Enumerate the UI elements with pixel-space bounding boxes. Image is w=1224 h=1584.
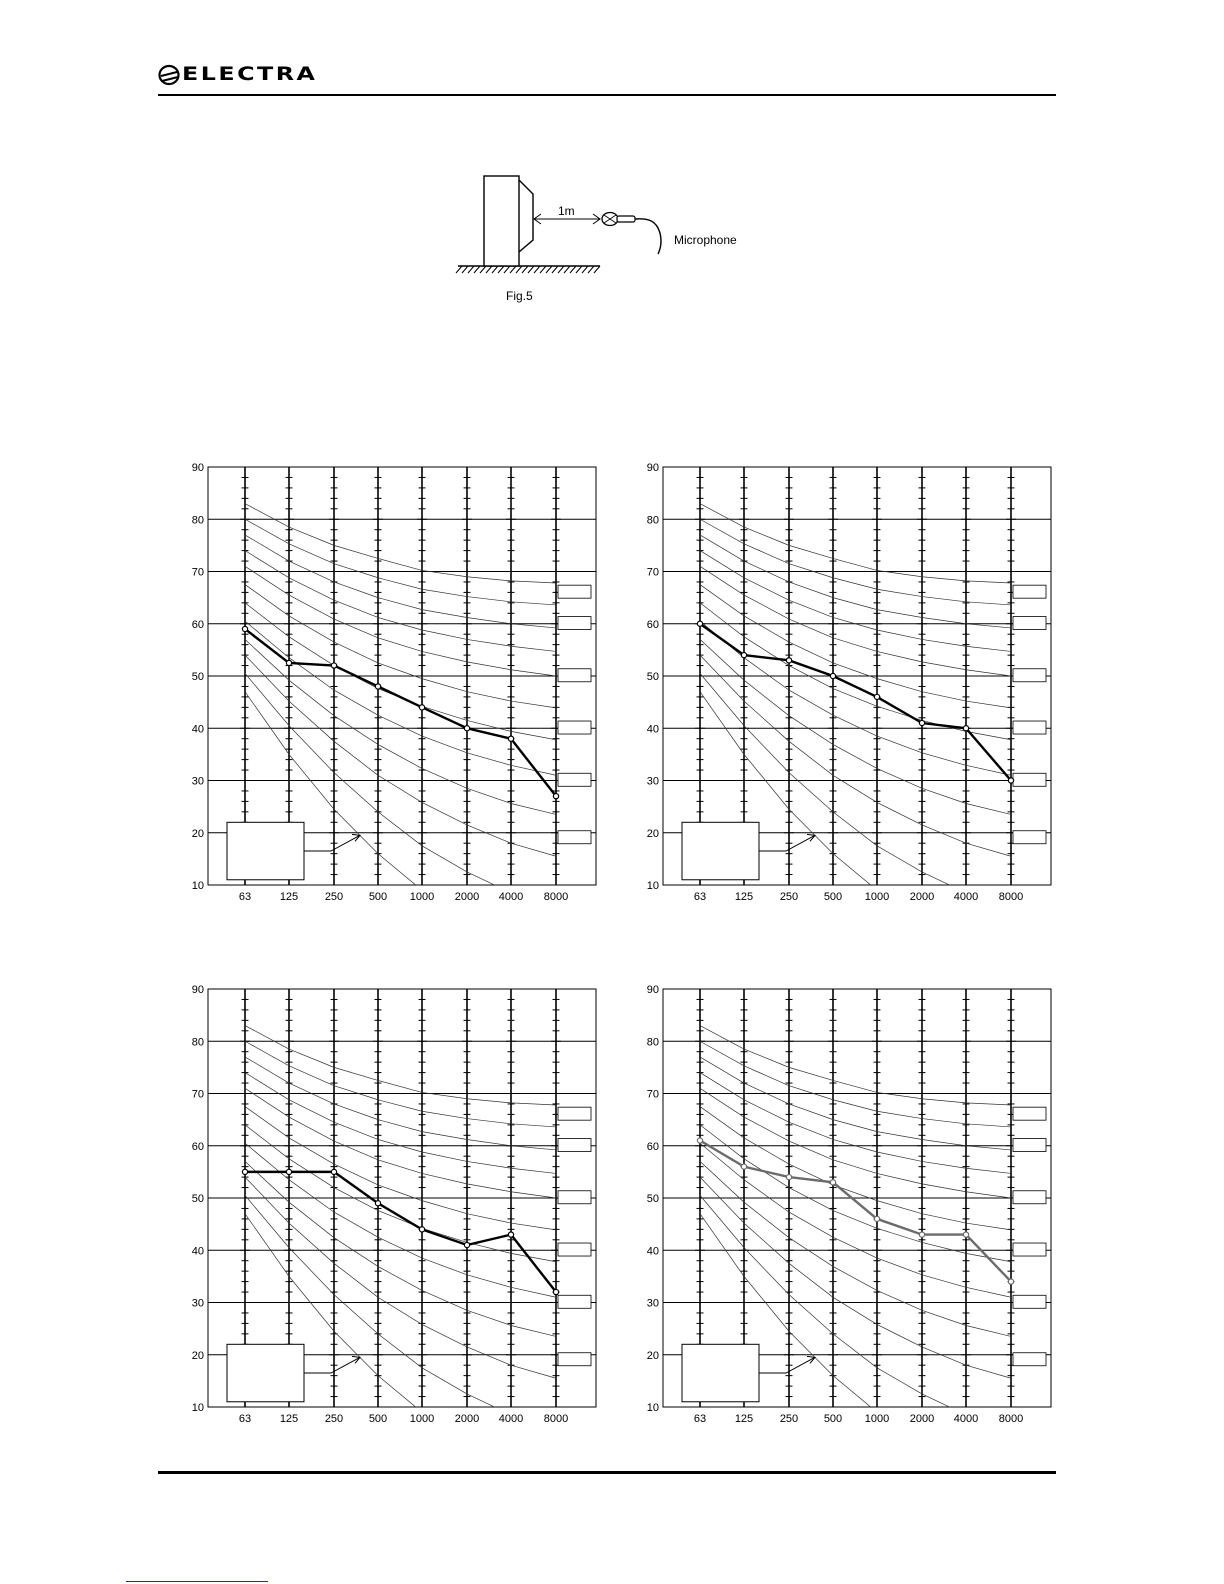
x-tick-label: 8000	[543, 1413, 569, 1425]
nc-label-box	[1013, 1191, 1046, 1204]
nc-label-box	[558, 669, 591, 682]
x-tick-label: 1000	[864, 891, 890, 903]
data-point	[553, 794, 558, 799]
x-tick-label: 250	[324, 1413, 344, 1425]
x-tick-label: 250	[779, 891, 799, 903]
x-tick-label: 250	[779, 1413, 799, 1425]
data-point	[830, 1180, 835, 1185]
data-point	[697, 1138, 702, 1143]
nc-label-box	[558, 1107, 591, 1120]
brand-name: ELECTRA	[182, 63, 318, 85]
y-tick-label: 30	[191, 1297, 204, 1310]
nc-label-box	[1013, 585, 1046, 598]
y-tick-label: 60	[646, 618, 659, 631]
data-point	[286, 1169, 291, 1174]
y-tick-label: 10	[646, 1402, 659, 1414]
y-tick-label: 30	[646, 775, 659, 788]
figure-caption: Fig.5	[506, 289, 533, 303]
x-tick-label: 4000	[953, 1413, 979, 1425]
x-tick-label: 1000	[409, 1413, 435, 1425]
y-tick-label: 50	[191, 671, 204, 683]
header-rule	[158, 94, 1056, 96]
y-tick-label: 90	[191, 462, 204, 474]
floor	[456, 266, 600, 273]
y-tick-label: 70	[646, 566, 659, 579]
x-tick-label: 125	[734, 1413, 754, 1425]
data-point	[375, 684, 380, 689]
nc-curve	[245, 1073, 556, 1174]
data-point	[419, 705, 424, 710]
nc-label-box	[558, 1191, 591, 1204]
data-point	[874, 1216, 879, 1221]
sound-spectrum-chart-3	[178, 980, 598, 1428]
x-tick-label: 63	[238, 1413, 252, 1425]
y-tick-label: 50	[646, 671, 659, 683]
x-tick-label: 2000	[454, 891, 480, 903]
legend-box	[682, 822, 759, 879]
nc-label-box	[1013, 669, 1046, 682]
y-tick-label: 70	[191, 566, 204, 579]
y-tick-label: 40	[646, 723, 659, 736]
x-tick-label: 500	[823, 891, 843, 903]
data-point	[242, 1169, 247, 1174]
y-tick-label: 60	[191, 1140, 204, 1153]
nc-label-box	[1013, 1243, 1046, 1256]
nc-label-box	[558, 585, 591, 598]
y-tick-label: 90	[191, 984, 204, 996]
distance-label: 1m	[558, 204, 575, 218]
logo-mark-icon	[158, 62, 182, 88]
y-tick-label: 40	[646, 1245, 659, 1258]
x-tick-label: 8000	[998, 891, 1024, 903]
measurement-setup-figure	[440, 160, 770, 310]
nc-label-box	[558, 1243, 591, 1256]
data-point	[508, 1232, 513, 1237]
data-point	[375, 1201, 380, 1206]
y-tick-label: 90	[646, 984, 659, 996]
nc-label-box	[558, 617, 591, 630]
x-tick-label: 8000	[998, 1413, 1024, 1425]
y-tick-label: 50	[646, 1193, 659, 1205]
nc-label-box	[1013, 773, 1046, 786]
nc-curve	[700, 1073, 1011, 1174]
nc-curve	[700, 1057, 1011, 1150]
data-point	[919, 720, 924, 725]
data-point	[786, 658, 791, 663]
x-tick-label: 500	[823, 1413, 843, 1425]
x-tick-label: 500	[368, 1413, 388, 1425]
sound-spectrum-chart-4	[633, 980, 1053, 1428]
y-tick-label: 80	[191, 1036, 204, 1049]
data-point	[508, 736, 513, 741]
nc-label-box	[1013, 1107, 1046, 1120]
x-tick-label: 2000	[454, 1413, 480, 1425]
y-tick-label: 60	[191, 618, 204, 631]
nc-label-box	[1013, 1139, 1046, 1152]
x-tick-label: 125	[734, 891, 754, 903]
nc-label-box	[1013, 721, 1046, 734]
nc-curve	[245, 551, 556, 652]
nc-curve	[700, 551, 1011, 652]
y-tick-label: 90	[646, 462, 659, 474]
x-tick-label: 250	[324, 891, 344, 903]
y-tick-label: 20	[191, 1349, 204, 1362]
x-tick-label: 4000	[498, 891, 524, 903]
nc-label-box	[558, 1139, 591, 1152]
x-tick-label: 125	[279, 1413, 299, 1425]
nc-label-box	[1013, 1353, 1046, 1366]
x-tick-label: 4000	[953, 891, 979, 903]
legend-box	[227, 822, 304, 879]
y-tick-label: 70	[191, 1088, 204, 1101]
y-tick-label: 20	[646, 1349, 659, 1362]
page-header	[158, 60, 1056, 98]
x-tick-label: 500	[368, 891, 388, 903]
data-point	[464, 726, 469, 731]
legend-box	[682, 1344, 759, 1401]
y-tick-label: 20	[646, 827, 659, 840]
y-tick-label: 70	[646, 1088, 659, 1101]
data-point	[464, 1242, 469, 1247]
x-tick-label: 1000	[409, 891, 435, 903]
data-point	[1008, 778, 1013, 783]
x-tick-label: 63	[693, 1413, 707, 1425]
data-point	[786, 1175, 791, 1180]
y-tick-label: 80	[191, 514, 204, 527]
y-tick-label: 10	[191, 1402, 204, 1414]
x-tick-label: 125	[279, 891, 299, 903]
data-point	[331, 663, 336, 668]
data-series-line	[245, 629, 556, 796]
y-tick-label: 10	[646, 880, 659, 892]
y-tick-label: 50	[191, 1193, 204, 1205]
nc-label-box	[1013, 617, 1046, 630]
footer-link-underline	[126, 1581, 268, 1582]
data-point	[741, 653, 746, 658]
microphone-label: Microphone	[674, 233, 737, 247]
x-tick-label: 2000	[909, 1413, 935, 1425]
nc-label-box	[558, 721, 591, 734]
y-tick-label: 20	[191, 827, 204, 840]
data-point	[553, 1289, 558, 1294]
nc-label-box	[558, 831, 591, 844]
y-tick-label: 40	[191, 723, 204, 736]
y-tick-label: 80	[646, 514, 659, 527]
data-point	[286, 660, 291, 665]
nc-curve	[245, 1057, 556, 1150]
microphone-icon	[602, 213, 661, 255]
nc-label-box	[1013, 1295, 1046, 1308]
sound-spectrum-chart-1	[178, 458, 598, 906]
nc-curve	[245, 535, 556, 628]
nc-curve	[700, 535, 1011, 628]
electra-logo	[158, 62, 318, 88]
x-tick-label: 1000	[864, 1413, 890, 1425]
x-tick-label: 2000	[909, 891, 935, 903]
legend-box	[227, 1344, 304, 1401]
x-tick-label: 63	[238, 891, 252, 903]
y-tick-label: 10	[191, 880, 204, 892]
indoor-unit-front-panel	[519, 180, 533, 252]
data-point	[919, 1232, 924, 1237]
data-point	[1008, 1279, 1013, 1284]
x-tick-label: 8000	[543, 891, 569, 903]
nc-label-box	[558, 773, 591, 786]
nc-label-box	[1013, 831, 1046, 844]
data-point	[963, 1232, 968, 1237]
data-point	[331, 1169, 336, 1174]
data-point	[697, 621, 702, 626]
y-tick-label: 60	[646, 1140, 659, 1153]
data-point	[242, 626, 247, 631]
x-tick-label: 4000	[498, 1413, 524, 1425]
data-point	[830, 673, 835, 678]
y-tick-label: 80	[646, 1036, 659, 1049]
y-tick-label: 40	[191, 1245, 204, 1258]
data-point	[419, 1227, 424, 1232]
data-point	[874, 694, 879, 699]
data-point	[963, 726, 968, 731]
nc-label-box	[558, 1353, 591, 1366]
y-tick-label: 30	[646, 1297, 659, 1310]
data-point	[741, 1164, 746, 1169]
sound-spectrum-chart-2	[633, 458, 1053, 906]
x-tick-label: 63	[693, 891, 707, 903]
footer-rule	[158, 1471, 1056, 1474]
y-tick-label: 30	[191, 775, 204, 788]
indoor-unit-body	[484, 176, 519, 266]
nc-label-box	[558, 1295, 591, 1308]
